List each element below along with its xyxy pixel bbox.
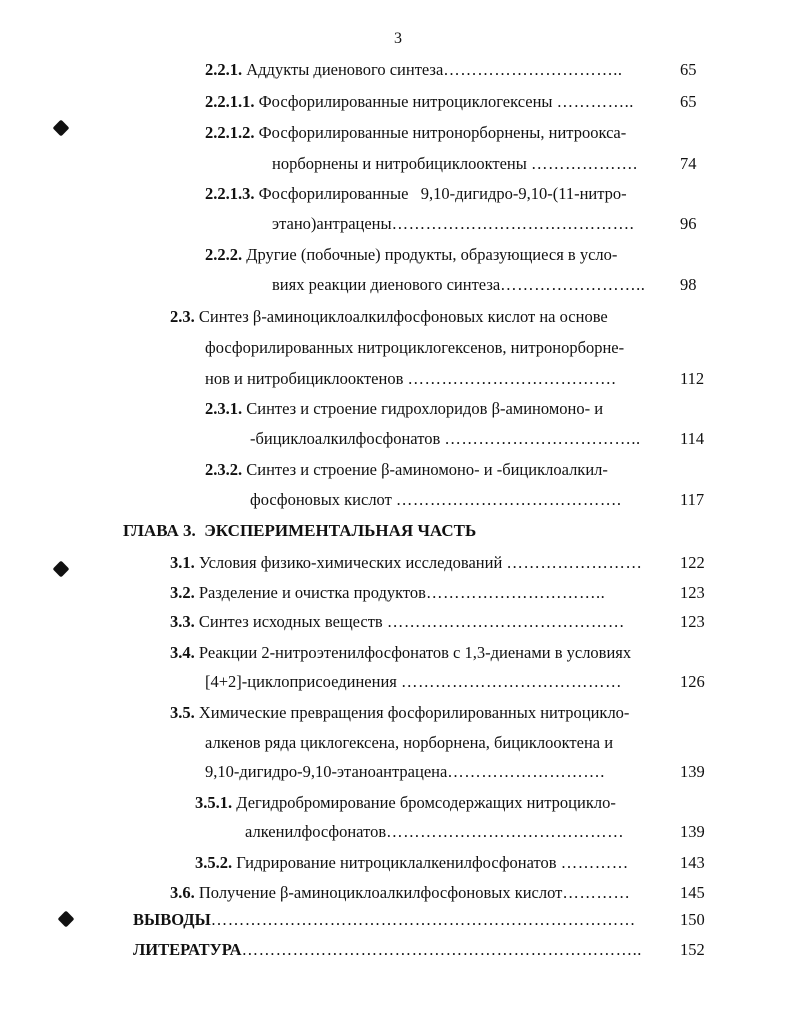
toc-leader: ………………………………… [401, 672, 622, 691]
toc-number: 3.5.1. [195, 793, 233, 812]
toc-title: Гидрирование нитроциклалкенилфосфонатов [236, 853, 557, 872]
toc-number: 3.3. [170, 612, 195, 631]
toc-number: 2.2.1.2. [205, 123, 255, 142]
toc-entry-3-4 [170, 643, 631, 663]
toc-title-cont2: нов и нитробициклооктенов [205, 369, 404, 388]
margin-mark-2 [53, 561, 70, 578]
toc-entry-2-2-2 [205, 245, 617, 265]
toc-title: Условия физико-химических исследований [198, 553, 503, 572]
toc-title: Синтез и строение гидрохлоридов β-аминомоно- и [246, 399, 604, 418]
toc-entry-2-3-1-cont [250, 429, 641, 449]
toc-title-cont: этано)антрацены [272, 214, 392, 233]
toc-entry-2-2-1 [205, 60, 623, 80]
toc-title-cont: -бициклоалкилфосфонатов [250, 429, 441, 448]
toc-title: Синтез и строение β-аминомоно- и -бициклоалкил- [246, 460, 608, 479]
toc-page: 126 [680, 672, 705, 691]
toc-leader: ……………………………………. [391, 214, 635, 233]
toc-number: 3.4. [170, 643, 195, 662]
toc-entry-3-5-1-cont [245, 822, 624, 842]
toc-number: 2.2.2. [205, 245, 243, 264]
toc-leader: …………………………………………………………….. [241, 940, 642, 959]
toc-leader: …………………………….. [444, 429, 641, 448]
toc-entry-3-3 [170, 612, 625, 632]
toc-leader: ………………………………………………………………… [210, 910, 636, 929]
toc-entry-3-5-cont [205, 733, 613, 753]
toc-title: Дегидробромирование бромсодержащих нитроцикло- [236, 793, 616, 812]
toc-title: Фосфорилированные 9,10-дигидро-9,10-(11-нитро- [258, 184, 627, 203]
toc-number: 2.2.1.3. [205, 184, 255, 203]
toc-title: Синтез исходных веществ [198, 612, 383, 631]
toc-leader: ………………………….. [443, 60, 623, 79]
toc-entry-2-2-2-cont [272, 275, 645, 295]
toc-page: 145 [680, 883, 705, 902]
toc-entry-3-4-cont [205, 672, 622, 692]
toc-number: 2.3.1. [205, 399, 243, 418]
toc-number: 2.2.1.1. [205, 92, 255, 111]
toc-page: 74 [680, 154, 697, 173]
chapter-3-heading [123, 521, 476, 541]
toc-page: 114 [680, 429, 705, 448]
toc-entry-2-3-2-cont [250, 490, 622, 510]
margin-mark-1 [53, 120, 70, 137]
toc-entry-2-2-1-3-cont [272, 214, 634, 234]
toc-number: 3.6. [170, 883, 195, 902]
toc-page: 122 [680, 553, 705, 572]
toc-title: Фосфорилированные нитроциклогексены [258, 92, 553, 111]
toc-title: Получение β-аминоциклоалкилфосфоновых кислот [198, 883, 563, 902]
toc-title: Фосфорилированные нитронорборнены, нитрооксa- [258, 123, 627, 142]
toc-entry-2-3-cont2 [205, 369, 616, 389]
toc-leader: …………………………………… [386, 612, 625, 631]
toc-title: Разделение и очистка продуктов [198, 583, 426, 602]
toc-entry-conclusions [133, 910, 636, 930]
toc-title-cont: [4+2]-циклоприсоединения [205, 672, 397, 691]
toc-page: 123 [680, 583, 705, 602]
toc-title: Химические превращения фосфорилированных нитроцикло- [198, 703, 630, 722]
toc-leader: ………….. [556, 92, 634, 111]
toc-entry-3-5-1 [195, 793, 616, 813]
toc-entry-2-3-1 [205, 399, 603, 419]
toc-page: 150 [680, 910, 705, 929]
toc-title-cont: фосфоновых кислот [250, 490, 392, 509]
page-number: 3 [394, 30, 402, 47]
toc-entry-2-3 [170, 307, 608, 327]
toc-page: 139 [680, 822, 705, 841]
toc-page: 123 [680, 612, 705, 631]
toc-page: 139 [680, 762, 705, 781]
margin-mark-3 [58, 911, 75, 928]
toc-number: 2.3. [170, 307, 195, 326]
toc-entry-3-5-cont2 [205, 762, 605, 782]
toc-page: 65 [680, 60, 697, 79]
toc-entry-2-3-cont [205, 338, 624, 358]
toc-leader: ………………………. [447, 762, 605, 781]
toc-number: 3.5. [170, 703, 195, 722]
toc-title: Реакции 2-нитроэтенилфосфонатов с 1,3-диенами в условиях [198, 643, 632, 662]
toc-entry-3-5-2 [195, 853, 629, 873]
toc-title-cont: фосфорилированных нитроциклогексенов, нитронорборне- [205, 338, 625, 357]
toc-entry-2-2-1-3 [205, 184, 627, 204]
toc-leader: ………………. [530, 154, 638, 173]
toc-entry-3-1 [170, 553, 642, 573]
toc-leader: ………… [562, 883, 631, 902]
toc-title-cont: алкенов ряда циклогексена, норборнена, бициклооктена и [205, 733, 614, 752]
toc-leader: …………………… [506, 553, 643, 572]
toc-title: Другие (побочные) продукты, образующиеся в усло- [246, 245, 618, 264]
toc-number: 3.2. [170, 583, 195, 602]
toc-title: Синтез β-аминоциклоалкилфосфоновых кислот на основе [198, 307, 608, 326]
toc-entry-2-2-1-2-cont [272, 154, 638, 174]
toc-entry-2-2-1-2 [205, 123, 626, 143]
toc-page: 152 [680, 940, 705, 959]
toc-number: 3.1. [170, 553, 195, 572]
chapter-number: ГЛАВА 3. [123, 521, 196, 540]
toc-page: 143 [680, 853, 705, 872]
toc-title: ВЫВОДЫ [133, 910, 211, 929]
toc-page: 112 [680, 369, 705, 388]
toc-title: Аддукты диенового синтеза [246, 60, 444, 79]
toc-entry-3-2 [170, 583, 605, 603]
toc-leader: ………………………….. [425, 583, 606, 602]
toc-entry-references [133, 940, 642, 960]
toc-page: 98 [680, 275, 697, 294]
toc-number: 2.2.1. [205, 60, 243, 79]
toc-title-cont: виях реакции диенового синтеза [272, 275, 501, 294]
toc-entry-3-5 [170, 703, 629, 723]
toc-leader: …………………….. [500, 275, 646, 294]
toc-title-cont: норборнены и нитробициклооктены [272, 154, 527, 173]
toc-title: ЛИТЕРАТУРА [133, 940, 242, 959]
toc-page: 117 [680, 490, 705, 509]
toc-entry-2-3-2 [205, 460, 608, 480]
toc-leader: …………………………………. [395, 490, 622, 509]
chapter-title: ЭКСПЕРИМЕНТАЛЬНАЯ ЧАСТЬ [204, 521, 477, 540]
toc-leader: ………… [560, 853, 629, 872]
toc-entry-2-2-1-1 [205, 92, 634, 112]
toc-title-cont: алкенилфосфонатов [245, 822, 387, 841]
toc-number: 2.3.2. [205, 460, 243, 479]
toc-page: 65 [680, 92, 697, 111]
toc-page: 96 [680, 214, 697, 233]
toc-title-cont2: 9,10-дигидро-9,10-этаноантрацена [205, 762, 448, 781]
toc-number: 3.5.2. [195, 853, 233, 872]
toc-leader: ………………………………. [407, 369, 617, 388]
toc-entry-3-6 [170, 883, 630, 903]
toc-leader: …………………………………… [386, 822, 625, 841]
